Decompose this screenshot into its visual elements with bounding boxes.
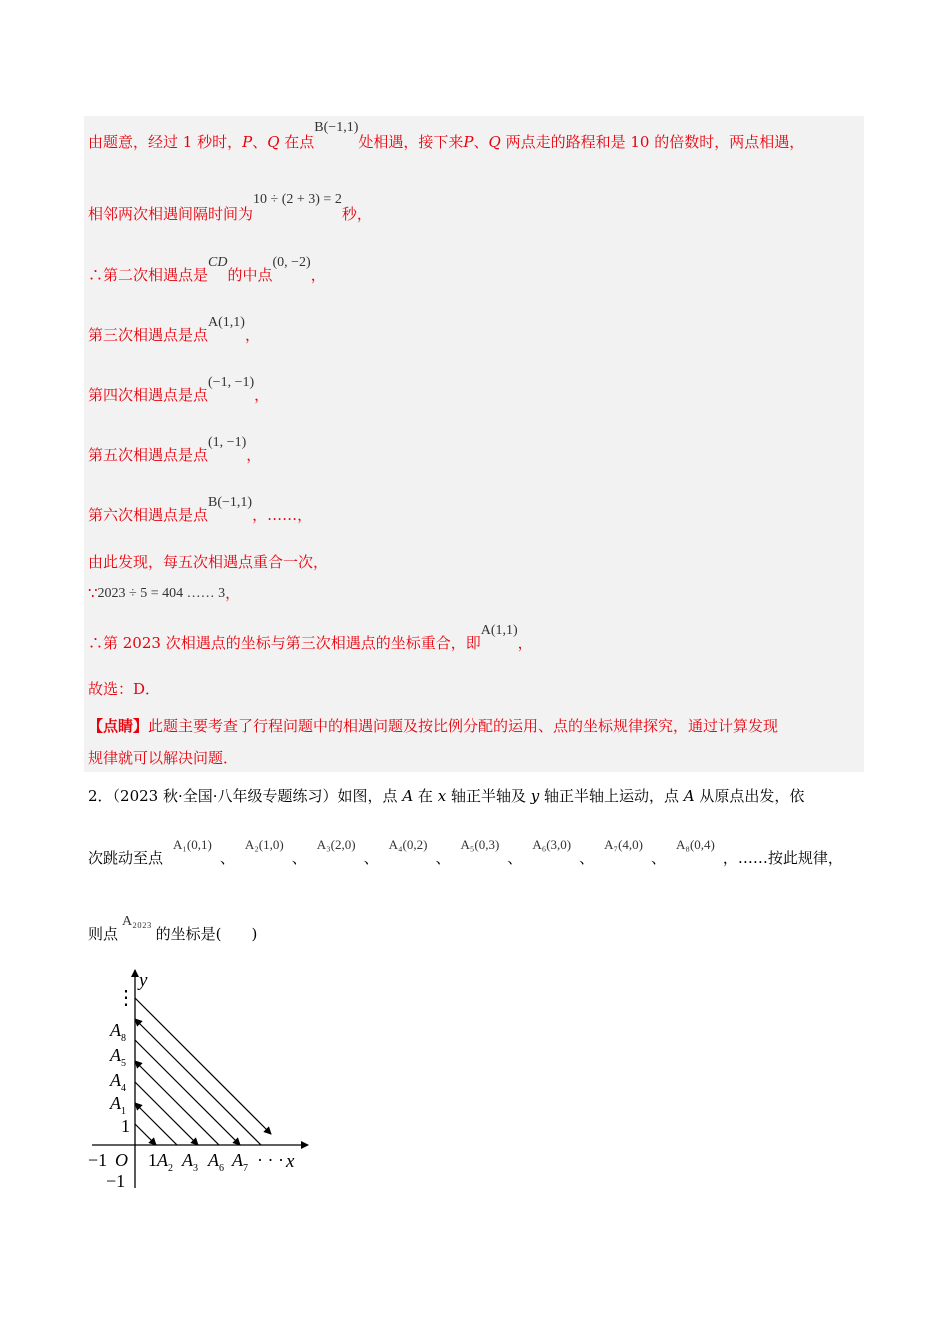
path-a3-a4 <box>135 1103 177 1145</box>
math-point-1-neg1: (1, −1) <box>208 435 247 450</box>
solution-line-3: ∴第二次相遇点是CD的中点(0, −2)， <box>88 255 326 284</box>
math-b-point-2: B(−1,1) <box>208 495 253 510</box>
path-a9-a10 <box>135 1040 240 1145</box>
question-line-3: 则点A₂₀₂₃的坐标是( ) <box>88 914 258 943</box>
math-a-point: A(1,1) <box>208 315 245 330</box>
path-a11-a12 <box>135 1019 261 1145</box>
label-y-minus-one: −1 <box>106 1171 126 1191</box>
dianjing-line-1: 【点睛】此题主要考查了行程问题中的相遇问题及按比例分配的运用、点的坐标规律探究，通过计算发现 <box>88 717 779 735</box>
dots-y: ⋮ <box>116 987 136 1009</box>
point-a2023: A₂₀₂₃ <box>122 914 152 929</box>
solution-line-1: 由题意，经过 1 秒时，P、Q 在点B(−1,1)处相遇，接下来P、Q 两点走的路程和是 10 的倍数时，两点相遇， <box>88 120 805 151</box>
point-a7: A₇(4,0) <box>604 837 644 852</box>
path-a7-a8 <box>135 1061 219 1145</box>
question-source: （2023 秋·全国·八年级专题练习） <box>112 787 338 805</box>
question-line-2: 次跳动至点A₁(0,1)、A₂(1,0)、A₃(2,0)、A₄(0,2)、A₅(0,3)、A₆(3,0)、A₇(4,0)、A₈(0,4)，……按此规律， <box>88 837 843 867</box>
label-a6: $A_6$ <box>208 1150 224 1174</box>
solution-line-4: 第三次相遇点是点A(1,1)， <box>88 315 260 344</box>
point-a2: A₂(1,0) <box>244 837 284 852</box>
point-a3: A₃(2,0) <box>316 837 356 852</box>
label-a7: $A_7$ <box>232 1150 248 1174</box>
math-division: 2023 ÷ 5 = 404 …… 3 <box>97 586 226 601</box>
point-a5: A₅(0,3) <box>460 837 500 852</box>
math-b-point: B(−1,1) <box>314 120 359 135</box>
path-a1-a2 <box>135 1124 156 1145</box>
x-axis-label: x <box>286 1151 295 1172</box>
solution-line-7: 第六次相遇点是点B(−1,1)，……， <box>88 495 313 524</box>
point-a8: A₈(0,4) <box>676 837 715 852</box>
label-a8: $A_8$ <box>110 1020 126 1044</box>
path-a5-a6 <box>135 1082 198 1145</box>
solution-line-10: ∴第 2023 次相遇点的坐标与第三次相遇点的坐标重合，即A(1,1)， <box>88 623 533 652</box>
label-a5: $A_5$ <box>110 1045 126 1069</box>
dianjing-tag: 【点睛】 <box>88 717 149 735</box>
label-x-one: 1 <box>148 1150 157 1170</box>
solution-line-11: 故选：D． <box>88 680 161 698</box>
solution-line-5: 第四次相遇点是点(−1, −1)， <box>88 375 270 404</box>
label-a2: $A_2$ <box>157 1150 173 1174</box>
dianjing-line-2: 规律就可以解决问题． <box>88 749 239 767</box>
point-a4: A₄(0,2) <box>388 837 428 852</box>
math-cd: CD <box>208 255 228 270</box>
dots-x: · · · <box>257 1150 284 1170</box>
math-interval: 10 ÷ (2 + 3) = 2 <box>253 192 342 207</box>
coordinate-figure <box>82 964 322 1196</box>
math-point-0-neg2: (0, −2) <box>272 255 311 270</box>
question-line-1: 2．（2023 秋·全国·八年级专题练习）如图，点 A 在 x 轴正半轴及 y 轴正半轴上运动，点 A 从原点出发，依 <box>88 787 805 805</box>
label-y-one: 1 <box>121 1116 130 1136</box>
math-point-neg1-neg1: (−1, −1) <box>208 375 255 390</box>
path-a13-a14 <box>135 998 271 1134</box>
point-a1: A₁(0,1) <box>173 837 212 852</box>
label-a4: $A_4$ <box>110 1070 126 1094</box>
solution-line-9: ∵2023 ÷ 5 = 404 …… 3， <box>88 584 241 602</box>
point-a6: A₆(3,0) <box>532 837 572 852</box>
label-a1: $A_1$ <box>110 1093 126 1117</box>
label-x-minus-one: −1 <box>88 1150 108 1170</box>
label-origin: O <box>115 1150 128 1170</box>
label-a3: $A_3$ <box>182 1150 198 1174</box>
question-number: 2． <box>88 787 113 805</box>
y-axis-label: y <box>139 970 148 991</box>
solution-line-8: 由此发现，每五次相遇点重合一次， <box>88 553 329 571</box>
solution-line-2: 相邻两次相遇间隔时间为10 ÷ (2 + 3) = 2秒， <box>88 192 372 223</box>
solution-line-6: 第五次相遇点是点(1, −1)， <box>88 435 262 464</box>
math-a-point-2: A(1,1) <box>480 623 518 638</box>
